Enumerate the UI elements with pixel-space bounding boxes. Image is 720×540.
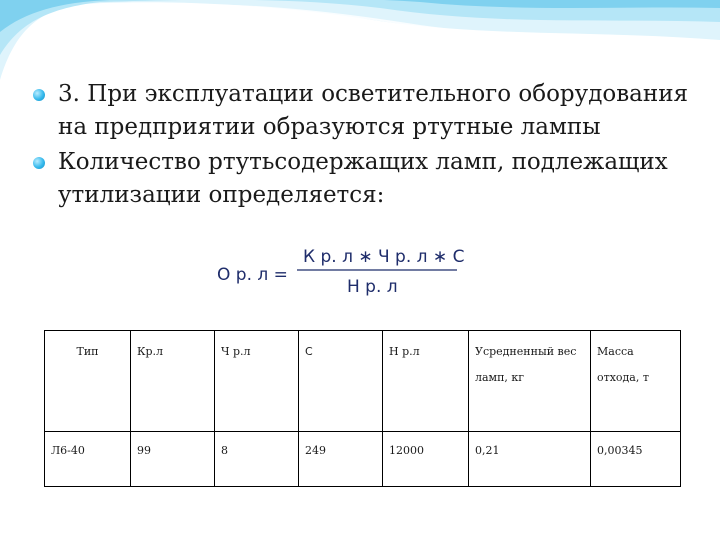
table-cell: 0,00345	[591, 432, 681, 487]
formula-svg	[215, 240, 465, 302]
bullet-text: Количество ртутьсодержащих ламп, подлежащих утилизации определяется:	[58, 149, 668, 208]
header-cell: С	[299, 331, 383, 432]
table-cell: 8	[215, 432, 299, 487]
bullet-list	[30, 78, 700, 214]
formula	[215, 240, 465, 302]
data-table-wrapper	[44, 330, 680, 482]
header-cell: Н р.л	[383, 331, 469, 432]
bullet-item	[30, 78, 700, 144]
table-cell: 12000	[383, 432, 469, 487]
table-cell: 99	[131, 432, 215, 487]
header-cell: Кр.л	[131, 331, 215, 432]
formula-denominator: Н р. л	[347, 277, 398, 297]
table-cell: Л6-40	[45, 432, 131, 487]
bullet-item	[30, 146, 700, 212]
header-wave-decoration	[0, 0, 720, 90]
header-cell: Тип	[45, 331, 131, 432]
bullet-dot-icon	[33, 89, 45, 101]
formula-numerator: К р. л ∗ Ч р. л ∗ С	[303, 247, 465, 267]
table-header-row	[45, 331, 681, 432]
data-table	[44, 330, 681, 487]
bullet-dot-icon	[33, 157, 45, 169]
table-row	[45, 432, 681, 487]
table-cell: 0,21	[469, 432, 591, 487]
header-cell: Масса отхода, т	[591, 331, 681, 432]
table-cell: 249	[299, 432, 383, 487]
formula-lhs: О р. л =	[217, 265, 288, 285]
bullet-text: 3. При эксплуатации осветительного оборудования на предприятии образуются ртутные лампы	[58, 81, 689, 140]
header-cell: Ч р.л	[215, 331, 299, 432]
header-cell: Усредненный вес ламп, кг	[469, 331, 591, 432]
